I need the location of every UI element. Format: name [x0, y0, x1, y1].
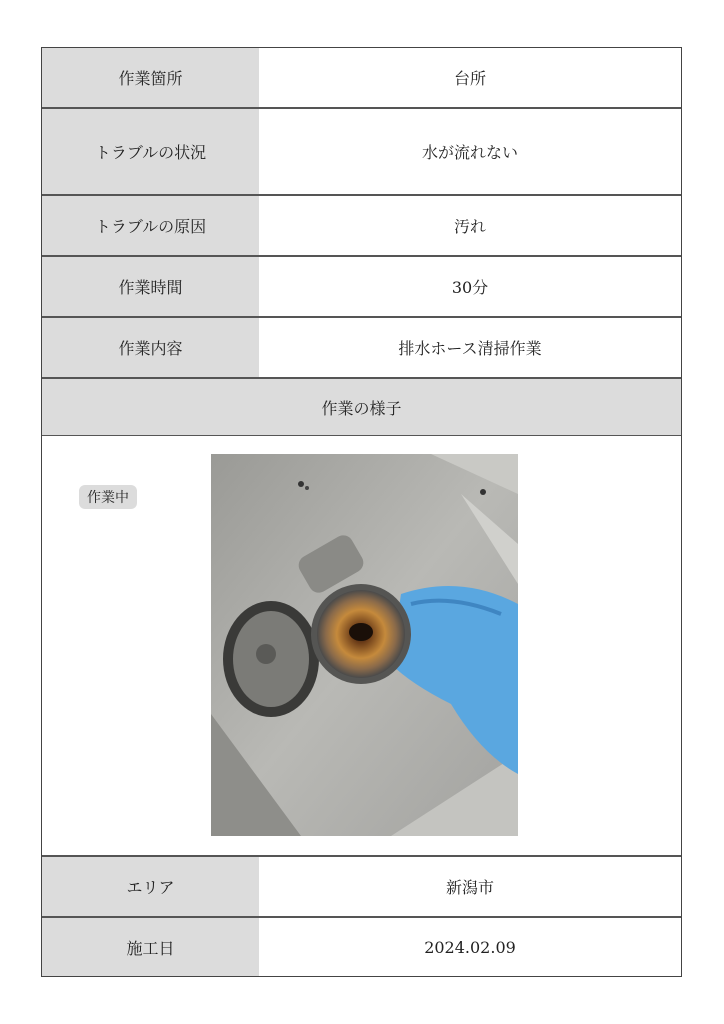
row-work-location	[42, 48, 681, 109]
label-work-content: 作業内容	[42, 318, 261, 377]
photo-area	[42, 436, 681, 857]
value-work-location: 台所	[259, 48, 681, 107]
value-work-time: 30分	[259, 257, 681, 316]
row-trouble-status	[42, 109, 681, 196]
label-work-time: 作業時間	[42, 257, 261, 316]
label-area: エリア	[42, 857, 261, 916]
value-construction-date: 2024.02.09	[259, 918, 681, 976]
work-photo	[211, 454, 518, 836]
label-trouble-cause: トラブルの原因	[42, 196, 261, 255]
label-construction-date: 施工日	[42, 918, 261, 976]
work-report-sheet	[41, 47, 682, 977]
value-trouble-cause: 汚れ	[259, 196, 681, 255]
value-trouble-status: 水が流れない	[259, 109, 681, 194]
row-work-content	[42, 318, 681, 379]
row-construction-date	[42, 918, 681, 976]
value-work-content: 排水ホース清掃作業	[259, 318, 681, 377]
label-trouble-status: トラブルの状況	[42, 109, 261, 194]
section-title: 作業の様子	[42, 379, 681, 436]
value-area: 新潟市	[259, 857, 681, 916]
row-area	[42, 857, 681, 918]
row-work-time	[42, 257, 681, 318]
in-progress-tag: 作業中	[79, 485, 137, 509]
label-work-location: 作業箇所	[42, 48, 261, 107]
row-trouble-cause	[42, 196, 681, 257]
